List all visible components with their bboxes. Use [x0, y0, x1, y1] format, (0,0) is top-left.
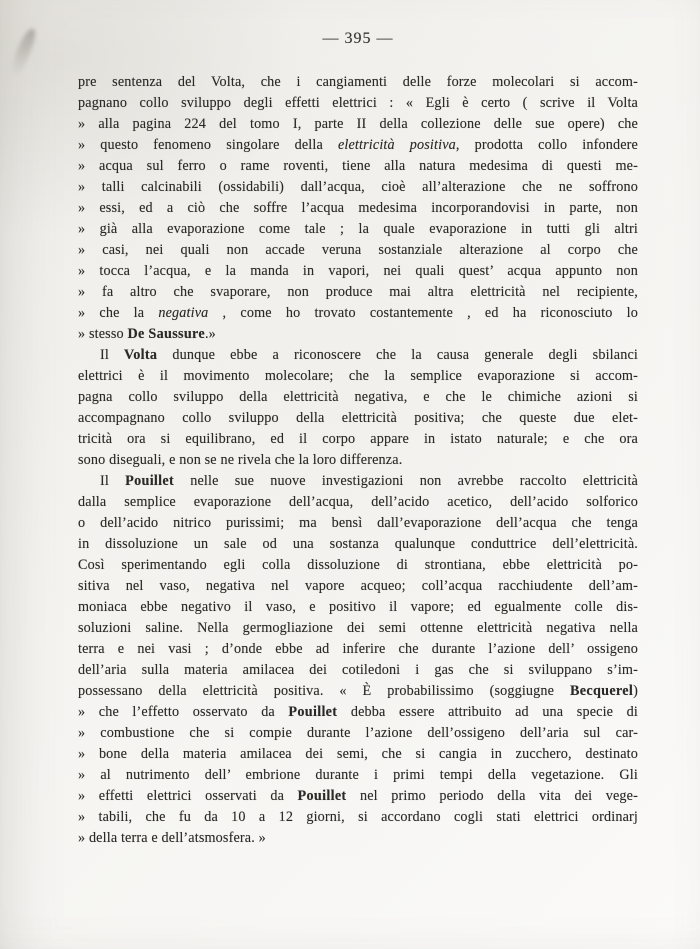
text-line: » tocca l’acqua, e la manda in vapori, nei quali quest’ acqua appunto non — [78, 263, 638, 279]
text-line: » che l’effetto osservato da Pouillet debba essere attribuito ad una specie di — [78, 704, 638, 720]
text-line: accompagnano collo sviluppo della elettricità positiva; che queste due elet- — [78, 410, 638, 426]
text-line: » stesso De Saussure.» — [78, 326, 216, 342]
page-number: — 395 — — [322, 30, 394, 47]
text-line: Il Volta dunque ebbe a riconoscere che la causa generale degli sbilanci — [100, 347, 638, 363]
text-line: moniaca ebbe negativo il vaso, e positivo il vapore; ed egualmente colle dis- — [78, 599, 638, 615]
text-line: » talli calcinabili (ossidabili) dall’acqua, cioè all’alterazione che ne soffrono — [78, 179, 638, 195]
text-line: o dell’acido nitrico purissimi; ma bensì dall’evaporazione dell’acqua che tenga — [78, 515, 638, 531]
text-line: dell’aria sulla materia amilacea dei cotiledoni i gas che si sviluppano s’im- — [78, 662, 638, 678]
text-line: tricità ora si equilibrano, ed il corpo appare in istato naturale; e che ora — [78, 431, 638, 447]
text-line: » essi, ed a ciò che soffre l’acqua medesima incorporandovisi in parte, non — [78, 200, 638, 216]
text-line: dalla semplice evaporazione dell’acqua, dell’acido acetico, dell’acido solforico — [78, 494, 638, 510]
text-line: » già alla evaporazione come tale ; la quale evaporazione in tutti gli altri — [78, 221, 638, 237]
paragraph-volta-summary — [78, 345, 638, 471]
text-line: terra e nei vasi ; d’onde ebbe ad inferire che durante l’azione dell’ ossigeno — [78, 641, 638, 657]
text-line: pagna collo sviluppo della elettricità negativa, e che le chimiche azioni si — [78, 389, 638, 405]
paragraph-pouillet-investigations — [78, 471, 638, 849]
text-line: possessano della elettricità positiva. « È probabilissimo (soggiugne Becquerel) — [78, 683, 638, 699]
ink-smudge-mark — [9, 26, 38, 77]
text-line: » bone della materia amilacea dei semi, che si cangia in zucchero, destinato — [78, 746, 638, 762]
text-line: » della terra e dell’atsmosfera. » — [78, 830, 266, 846]
text-line: pre sentenza del Volta, che i cangiamenti delle forze molecolari si accom- — [78, 74, 638, 90]
text-line: sono diseguali, e non se ne rivela che la loro differenza. — [78, 452, 403, 468]
text-line: » casi, nei quali non accade veruna sostanziale alterazione al corpo che — [78, 242, 638, 258]
text-line: Così sperimentando egli colla dissoluzione di strontiana, ebbe elettricità po- — [78, 557, 638, 573]
text-line: » che la negativa , come ho trovato costantemente , ed ha riconosciuto lo — [78, 305, 638, 321]
text-line: » combustione che si compie durante l’azione dell’ossigeno dell’aria sul car- — [78, 725, 638, 741]
text-line: in dissoluzione un sale od una sostanza qualunque conduttrice dell’elettricità. — [78, 536, 638, 552]
text-line: » al nutrimento dell’ embrione durante i primi tempi della vegetazione. Gli — [78, 767, 638, 783]
text-line: » effetti elettrici osservati da Pouillet nel primo periodo della vita dei vege- — [78, 788, 638, 804]
text-block — [78, 72, 638, 849]
text-line: » questo fenomeno singolare della elettricità positiva, prodotta collo infondere — [78, 137, 638, 153]
text-line: sitiva nel vaso, negativa nel vapore acqueo; coll’acqua racchiudente dell’am- — [78, 578, 638, 594]
text-line: » tabili, che fu da 10 a 12 giorni, si accordano cogli stati elettrici ordinarj — [78, 809, 638, 825]
text-line: » acqua sul ferro o rame roventi, tiene alla natura medesima di questi me- — [78, 158, 638, 174]
text-line: soluzioni saline. Nella germogliazione dei semi ottenne elettricità negativa nella — [78, 620, 638, 636]
text-line: » fa altro che svaporare, non produce mai altra elettricità nel recipiente, — [78, 284, 638, 300]
text-line: Il Pouillet nelle sue nuove investigazioni non avrebbe raccolto elettricità — [100, 473, 638, 489]
paragraph-continuation-volta-quote — [78, 72, 638, 345]
text-line: » alla pagina 224 del tomo I, parte II della collezione delle sue opere) che — [78, 116, 638, 132]
text-line: elettrici è il movimento molecolare; che la semplice evaporazione si accom- — [78, 368, 638, 384]
text-line: pagnano collo sviluppo degli effetti elettrici : « Egli è certo ( scrive il Volta — [78, 95, 638, 111]
